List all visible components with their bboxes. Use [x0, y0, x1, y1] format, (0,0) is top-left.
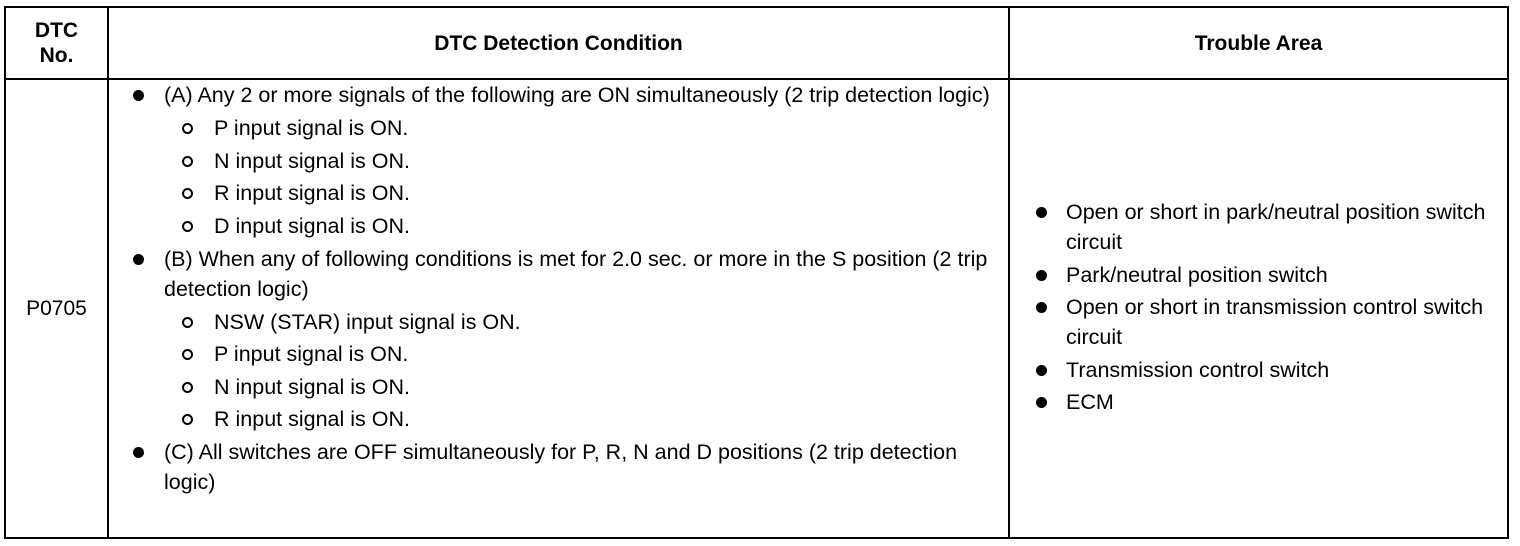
sub-condition-text: R input signal is ON. — [214, 407, 410, 431]
sub-condition-item — [109, 178, 1008, 208]
condition-text: (C) All switches are OFF simultaneously for P, R, N and D positions (2 trip detection logic) — [164, 440, 958, 494]
sub-condition-item — [109, 372, 1008, 402]
condition-item — [109, 437, 1008, 497]
trouble-area-text: Transmission control switch — [1066, 357, 1330, 382]
header-condition: DTC Detection Condition — [108, 7, 1009, 79]
trouble-area-text: ECM — [1066, 390, 1114, 415]
sub-condition-item — [109, 404, 1008, 434]
bullet-ring-icon — [182, 317, 193, 328]
bullet-dot-icon — [1036, 270, 1047, 281]
trouble-area-cell — [1009, 79, 1508, 538]
bullet-dot-icon — [1036, 207, 1047, 218]
sub-condition-text: N input signal is ON. — [214, 148, 410, 173]
sub-condition-text: P input signal is ON. — [214, 116, 409, 140]
sub-condition-text: NSW (STAR) input signal is ON. — [214, 309, 521, 334]
bullet-ring-icon — [182, 382, 193, 393]
trouble-area-item — [1010, 387, 1507, 417]
condition-cell — [108, 79, 1009, 538]
table-row — [5, 79, 1508, 538]
sub-condition-list — [164, 307, 1008, 435]
condition-list — [109, 80, 1008, 497]
trouble-area-item — [1010, 197, 1507, 257]
trouble-area-text: Open or short in park/neutral position switch circuit — [1066, 200, 1486, 255]
trouble-area-item — [1010, 260, 1507, 290]
bullet-ring-icon — [182, 188, 193, 199]
bullet-ring-icon — [182, 123, 193, 134]
bullet-dot-icon — [1036, 365, 1047, 376]
bullet-ring-icon — [182, 156, 193, 167]
sub-condition-item — [109, 113, 1008, 143]
trouble-area-item — [1010, 292, 1507, 352]
header-row — [5, 7, 1508, 79]
trouble-area-text: Open or short in transmission control switch circuit — [1066, 295, 1484, 350]
sub-condition-item — [109, 307, 1008, 337]
condition-text: (B) When any of following conditions is met for 2.0 sec. or more in the S position (2 trip detection logic) — [164, 246, 988, 301]
bullet-dot-icon — [133, 447, 144, 458]
bullet-dot-icon — [1036, 397, 1047, 408]
sub-condition-text: D input signal is ON. — [214, 213, 410, 238]
sub-condition-text: N input signal is ON. — [214, 374, 410, 399]
bullet-ring-icon — [182, 349, 193, 360]
bullet-dot-icon — [133, 254, 144, 265]
trouble-area-text: Park/neutral position switch — [1066, 262, 1328, 287]
sub-condition-list — [164, 113, 1008, 241]
sub-condition-item — [109, 146, 1008, 176]
condition-item — [109, 244, 1008, 435]
sub-condition-text: P input signal is ON. — [214, 342, 409, 366]
dtc-code: P0705 — [5, 79, 108, 538]
header-dtc-no: DTC No. — [5, 7, 108, 79]
sub-condition-text: R input signal is ON. — [214, 181, 410, 205]
condition-item — [109, 80, 1008, 241]
condition-text: (A) Any 2 or more signals of the following are ON simultaneously (2 trip detection logic) — [164, 83, 990, 107]
bullet-ring-icon — [182, 414, 193, 425]
bullet-ring-icon — [182, 221, 193, 232]
dtc-table — [4, 6, 1509, 539]
sub-condition-item — [109, 211, 1008, 241]
trouble-area-item — [1010, 355, 1507, 385]
bullet-dot-icon — [1036, 302, 1047, 313]
trouble-area-list — [1010, 197, 1507, 417]
header-trouble-area: Trouble Area — [1009, 7, 1508, 79]
sub-condition-item — [109, 339, 1008, 369]
bullet-dot-icon — [133, 90, 144, 101]
